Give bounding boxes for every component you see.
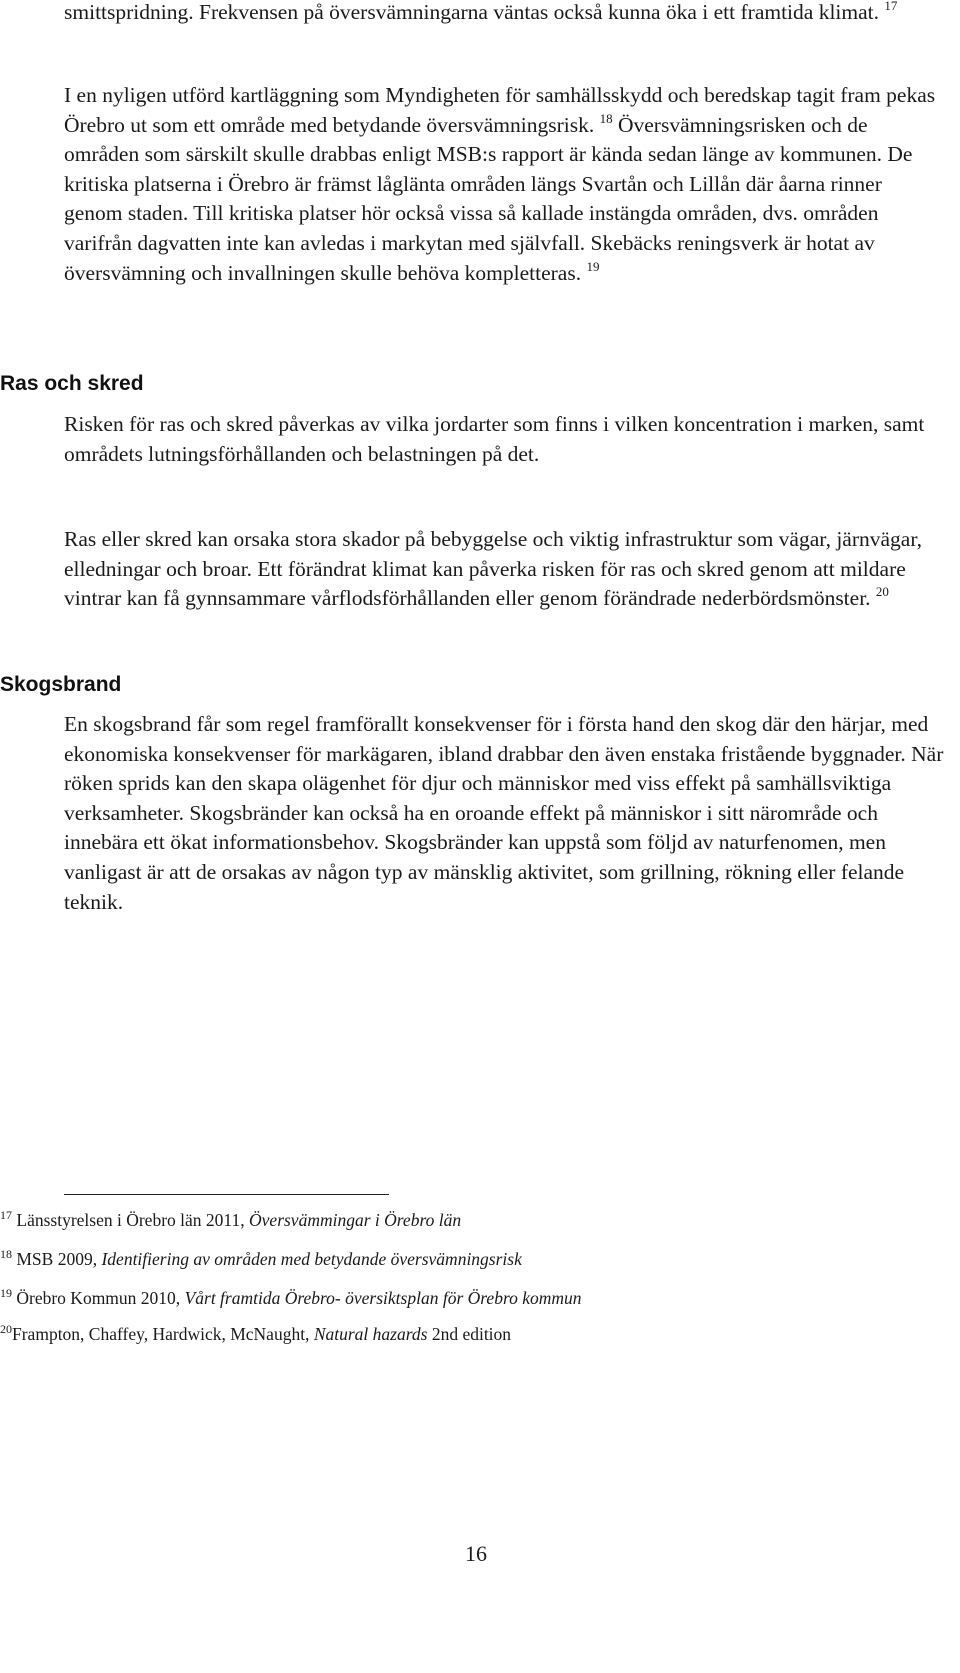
paragraph-landslide-damage xyxy=(64,525,944,614)
footnote-reference: 17 xyxy=(884,0,898,13)
footnote-reference: 20 xyxy=(875,584,889,600)
footnote-title: Vårt framtida Örebro- översiktsplan för Örebro kommun xyxy=(184,1288,582,1308)
footnote-title: Identifiering av områden med betydande översvämningsrisk xyxy=(101,1249,522,1269)
paragraph-text: Översvämningsrisken och de områden som särskilt skulle drabbas enligt MSB:s rapport är kända sedan länge av kommunen. De kritiska platserna i Örebro är främst låglänta områden längs Svartån och Lillån där åarna rinner genom staden. Till kritiska platser hör också vissa så kallade instängda områden, dvs. områden varifrån dagvatten inte kan avledas i markytan med självfall. Skebäcks reningsverk är hotat av översvämning och invallningen skulle behöva kompletteras. xyxy=(64,112,913,285)
paragraph-flood-mapping xyxy=(64,81,944,288)
footnote-reference: 18 xyxy=(599,110,613,126)
footnote-suffix: 2nd edition xyxy=(431,1324,512,1344)
section-heading-ras-och-skred: Ras och skred xyxy=(0,372,144,395)
paragraph-text: En skogsbrand får som regel framförallt konsekvenser för i första hand den skog där den härjar, med ekonomiska konsekvenser för markägaren, ibland drabbar den även enstaka fristående byggnader. När röken sprids kan den skapa olägenhet för djur och människor med viss effekt på samhällsviktiga verksamheter. Skogsbränder kan också ha en oroande effekt på människor i sitt närområde och innebära ett ökat informationsbehov. Skogsbränder kan uppstå som följd av naturfenomen, men vanligast är att de orsakas av någon typ av mänsklig aktivitet, som grillning, rökning eller felande teknik. xyxy=(64,712,944,914)
section-heading-skogsbrand: Skogsbrand xyxy=(0,673,122,696)
footnote-title: Natural hazards xyxy=(313,1324,428,1344)
paragraph-text: smittspridning. Frekvensen på översvämningarna väntas också kunna öka i ett framtida klimat. xyxy=(64,0,880,24)
page-number: 16 xyxy=(465,1541,487,1566)
footnote-number: 20 xyxy=(0,1322,12,1336)
footnote-number: 18 xyxy=(0,1247,12,1261)
footnote-reference: 19 xyxy=(586,258,600,274)
paragraph-landslide-risk xyxy=(64,410,944,469)
footnote-19 xyxy=(0,1287,582,1309)
footnote-title: Översvämmingar i Örebro län xyxy=(249,1210,462,1230)
paragraph-text: Risken för ras och skred påverkas av vilka jordarter som finns i vilken koncentration i marken, samt områdets lutningsförhållanden och belastningen på det. xyxy=(64,412,925,466)
footnote-text: Länsstyrelsen i Örebro län 2011, xyxy=(16,1210,245,1230)
footnote-separator xyxy=(64,1194,389,1195)
footnote-18 xyxy=(0,1248,522,1270)
paragraph-flood-frequency xyxy=(64,0,944,28)
paragraph-text: I en nyligen utförd kartläggning som Myndigheten för samhällsskydd och beredskap tagit fram pekas Örebro ut som ett område med betydande översvämningsrisk. xyxy=(64,83,936,137)
paragraph-forest-fire xyxy=(64,710,944,917)
footnote-text: Frampton, Chaffey, Hardwick, McNaught, xyxy=(12,1324,310,1344)
paragraph-text: Ras eller skred kan orsaka stora skador på bebyggelse och viktig infrastruktur som vägar, järnvägar, elledningar och broar. Ett förändrat klimat kan påverka risken för ras och skred genom att mildare vintrar kan få gynnsammare vårflodsförhållanden eller genom förändrade nederbördsmönster. xyxy=(64,527,923,611)
footnote-20 xyxy=(0,1323,511,1345)
footnote-number: 19 xyxy=(0,1286,12,1300)
footnote-text: Örebro Kommun 2010, xyxy=(16,1288,181,1308)
footnote-number: 17 xyxy=(0,1208,12,1222)
footnote-text: MSB 2009, xyxy=(16,1249,98,1269)
footnote-17 xyxy=(0,1209,461,1231)
